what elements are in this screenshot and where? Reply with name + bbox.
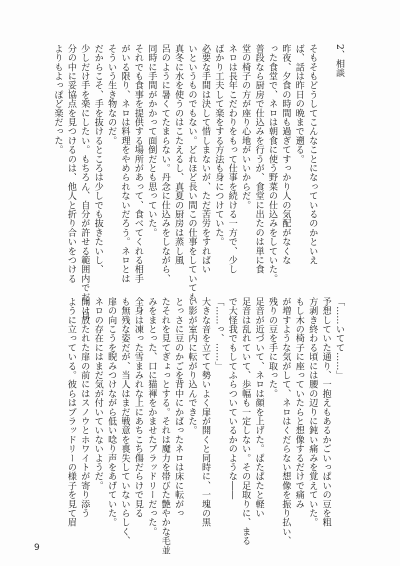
text-line: 方剥き終わる頃には腰の辺りに鈍い痛みを覚えていた。 (307, 297, 318, 527)
text-line: った食堂で、ネロは朝食に使う野菜の仕込みをしていた。 (266, 44, 277, 284)
text-line: が増すような気がして、ネロはくだらない想像を振り払い、 (280, 297, 291, 546)
text-line: ば、話は昨日の晩まで遡る。 (293, 44, 304, 164)
text-line: で大怪我でもしてふらついているかのような―― (226, 297, 237, 500)
text-line: 呂のように暑くてたまらない。丹念に仕込みをしながら、 (159, 44, 170, 284)
text-line: ように立っている。彼らはブラッドリーの様子を見て眉 (65, 297, 76, 527)
lower-text-column (65, 297, 345, 555)
text-line: よりもよっぽど楽だった。 (52, 44, 63, 155)
text-line: ばかり工夫して楽をする方法も身につけていた。 (213, 44, 224, 247)
text-line: 足音が近づいて、ネロは顔を上げた。ぱたぱたと軽い (253, 297, 264, 518)
upper-text-column (52, 44, 345, 320)
text-line: い影が室内に転がり込んできた。 (186, 297, 197, 435)
text-line: 堂の椅子の方が座り心地がいいからだ。 (240, 44, 251, 210)
text-line: 残りの豆を手に取った。 (266, 297, 277, 399)
text-line: がいる限り、ネロは料理をやめられないだろう。ネロとは (119, 44, 130, 284)
text-line: ネロは長年こだわりをもって仕事を続ける一方で、少し (226, 44, 237, 274)
text-line: 昨夜、夕食の時間も過ぎてすっかり人の気配がなくな (280, 44, 291, 265)
text-line: 「……いてて……」 (334, 297, 344, 380)
text-line: 全身は凍った雪まみれな上にあちこち傷だらけで見る (132, 297, 143, 518)
text-line: だからこそ、手を抜けるところは少しでも抜きたいし、 (92, 44, 103, 274)
text-line: もし木の椅子に座っていたらと想像するだけで痛み (293, 297, 304, 509)
text-line: も無残な姿だが、当人はまだ戦意を喪失していないらしく、 (119, 297, 130, 546)
text-line: たそれを見てぎょっとする。それは魔力を帯びた艶やかな毛並 (159, 297, 170, 555)
page-number: 9 (34, 543, 40, 553)
text-line: 「……っ、……」 (213, 297, 224, 371)
text-line: それでも食事を提供する場所があって、食べてくれる相手 (132, 44, 143, 284)
text-line: みをまとった、口に猫褌をかませたブラッドリーだった。 (146, 297, 157, 537)
text-line: 普段なら厨房で仕込みを行うが、食堂に出たのは単に食 (253, 44, 264, 274)
blank-line (318, 44, 331, 276)
section-heading: 2、相談 (334, 44, 344, 78)
text-line: 同時に手間がかかって面倒だとも思っていた。 (146, 44, 157, 238)
text-line: 必要な手間は決して惜しまないが、ただ苦労をすればい (199, 44, 210, 274)
text-line: 開け放たれた扉の前にはスノウとホワイトが寄り添う (79, 297, 90, 518)
text-line: 足音は乱れていて、歩幅も一定しない。その足取りに、まる (240, 297, 251, 546)
text-line: 予想していた通り、一抱えもあるかごいっぱいの豆を粗 (320, 297, 331, 527)
text-line: とっさに豆のかごを背中にかばったネロは床に転がっ (173, 297, 184, 518)
text-line: 扉の向こうを睨みつけながら低い唸り声をあげていた。 (106, 297, 117, 527)
text-line: いというものでもない。どれほど長い間この仕事をしていても (186, 44, 197, 302)
text-line: 真冬に水を使うのはこたえるし、真夏の厨房は蒸し風 (173, 44, 184, 265)
text-line: 分の中に妥協点を見つけるのは、他人と折り合いをつける (65, 44, 76, 284)
text-line: 大きな音を立てて勢いよく扉が開くと同時に、一塊の黒 (199, 297, 210, 527)
text-line: 少しだけ手を楽にしたい。もちろん、自分が許せる範囲内でだ。自 (79, 44, 90, 320)
text-line: そもそもどうしてこんなことになっているのかといえ (307, 44, 318, 265)
text-line: そういう生き物なのだ。 (106, 44, 117, 146)
text-line: ネロの存在にはまだ気が付いていないようだ。 (92, 297, 103, 491)
